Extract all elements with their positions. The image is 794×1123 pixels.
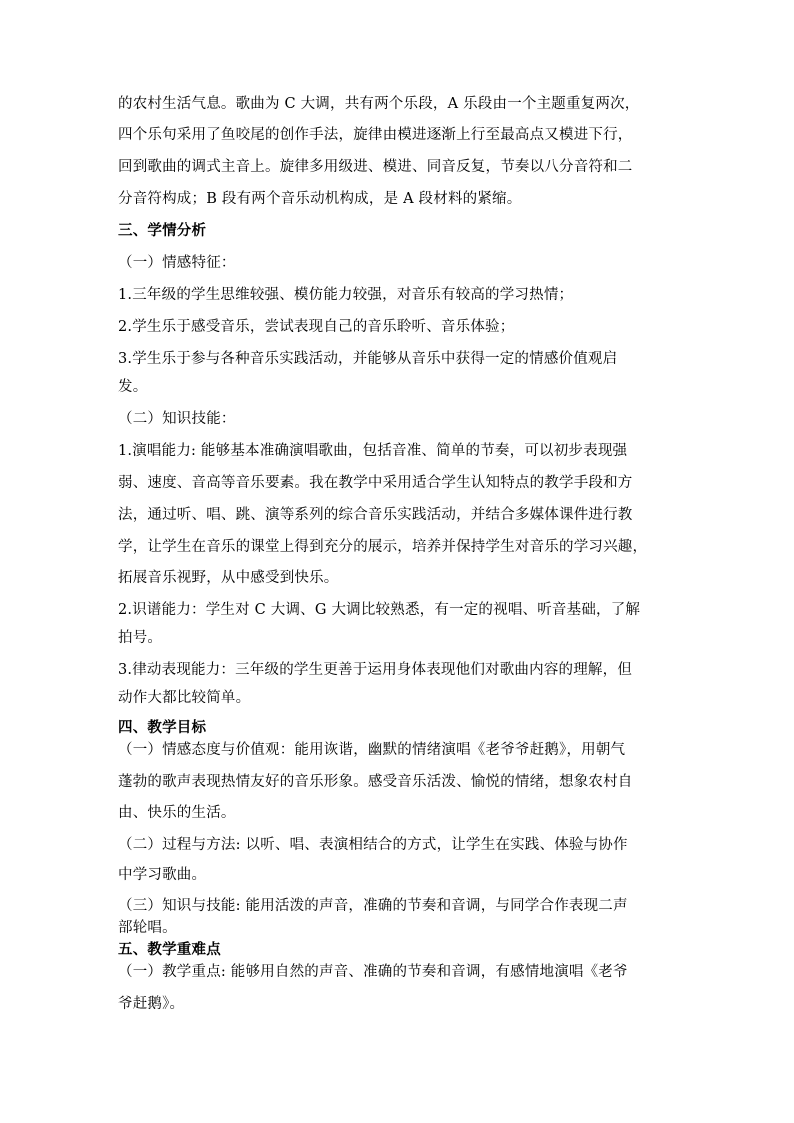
- paragraph-line: 回到歌曲的调式主音上。旋律多用级进、模进、同音反复，节奏以八分音符和二: [118, 159, 633, 175]
- paragraph-line: 动作大都比较简单。: [118, 690, 251, 706]
- paragraph-line: 3.学生乐于参与各种音乐实践活动，并能够从音乐中获得一定的情感价值观启: [118, 351, 618, 367]
- paragraph-line: 爷赶鹅》。: [118, 996, 185, 1012]
- paragraph-line: 学，让学生在音乐的课堂上得到充分的展示，培养并保持学生对音乐的学习兴趣，: [118, 539, 648, 555]
- paragraph-line: 发。: [118, 379, 148, 395]
- paragraph-line: 2.学生乐于感受音乐，尝试表现自己的音乐聆听、音乐体验；: [118, 319, 515, 335]
- section-heading: 五、教学重难点: [118, 942, 221, 958]
- section-heading: 三、学情分析: [118, 223, 207, 239]
- paragraph-line: 3.律动表现能力：三年级的学生更善于运用身体表现他们对歌曲内容的理解，但: [118, 662, 633, 678]
- paragraph-line: 法，通过听、唱、跳、演等系列的综合音乐实践活动，并结合多媒体课件进行教: [118, 507, 633, 523]
- paragraph-line: 的农村生活气息。歌曲为 C 大调，共有两个乐段，A 乐段由一个主题重复两次，: [118, 96, 640, 112]
- paragraph-line: 拍号。: [118, 630, 163, 646]
- paragraph-line: （一）教学重点: 能够用自然的声音、准确的节奏和音调，有感情地演唱《老爷: [118, 964, 628, 980]
- paragraph-line: 中学习歌曲。: [118, 867, 207, 883]
- paragraph-line: 由、快乐的生活。: [118, 805, 236, 821]
- paragraph-line: 部轮唱。: [118, 920, 177, 936]
- paragraph-line: 弱、速度、音高等音乐要素。我在教学中采用适合学生认知特点的教学手段和方: [118, 475, 633, 491]
- paragraph-line: 拓展音乐视野，从中感受到快乐。: [118, 570, 339, 586]
- paragraph-line: （一）情感态度与价值观：能用诙谐，幽默的情绪演唱《老爷爷赶鹅》，用朝气: [118, 742, 626, 758]
- paragraph-line: 1.三年级的学生思维较强、模仿能力较强，对音乐有较高的学习热情；: [118, 287, 574, 303]
- paragraph-line: 2.识谱能力：学生对 C 大调、G 大调比较熟悉，有一定的视唱、听音基础，了解: [118, 602, 641, 618]
- subsection-heading: （一）情感特征：: [118, 255, 236, 271]
- paragraph-line: （二）过程与方法: 以听、唱、表演相结合的方式，让学生在实践、体验与协作: [118, 837, 628, 853]
- paragraph-line: 1.演唱能力: 能够基本准确演唱歌曲，包括音准、简单的节奏，可以初步表现强: [118, 443, 628, 459]
- section-heading: 四、教学目标: [118, 720, 207, 736]
- paragraph-line: 四个乐句采用了鱼咬尾的创作手法，旋律由模进逐渐上行至最高点又模进下行，: [118, 127, 633, 143]
- paragraph-line: 分音符构成；B 段有两个音乐动机构成，是 A 段材料的紧缩。: [118, 191, 522, 207]
- paragraph-line: 蓬勃的歌声表现热情友好的音乐形象。感受音乐活泼、愉悦的情绪，想象农村自: [118, 774, 633, 790]
- subsection-heading: （二）知识技能：: [118, 411, 236, 427]
- paragraph-line: （三）知识与技能: 能用活泼的声音，准确的节奏和音调，与同学合作表现二声: [118, 898, 628, 914]
